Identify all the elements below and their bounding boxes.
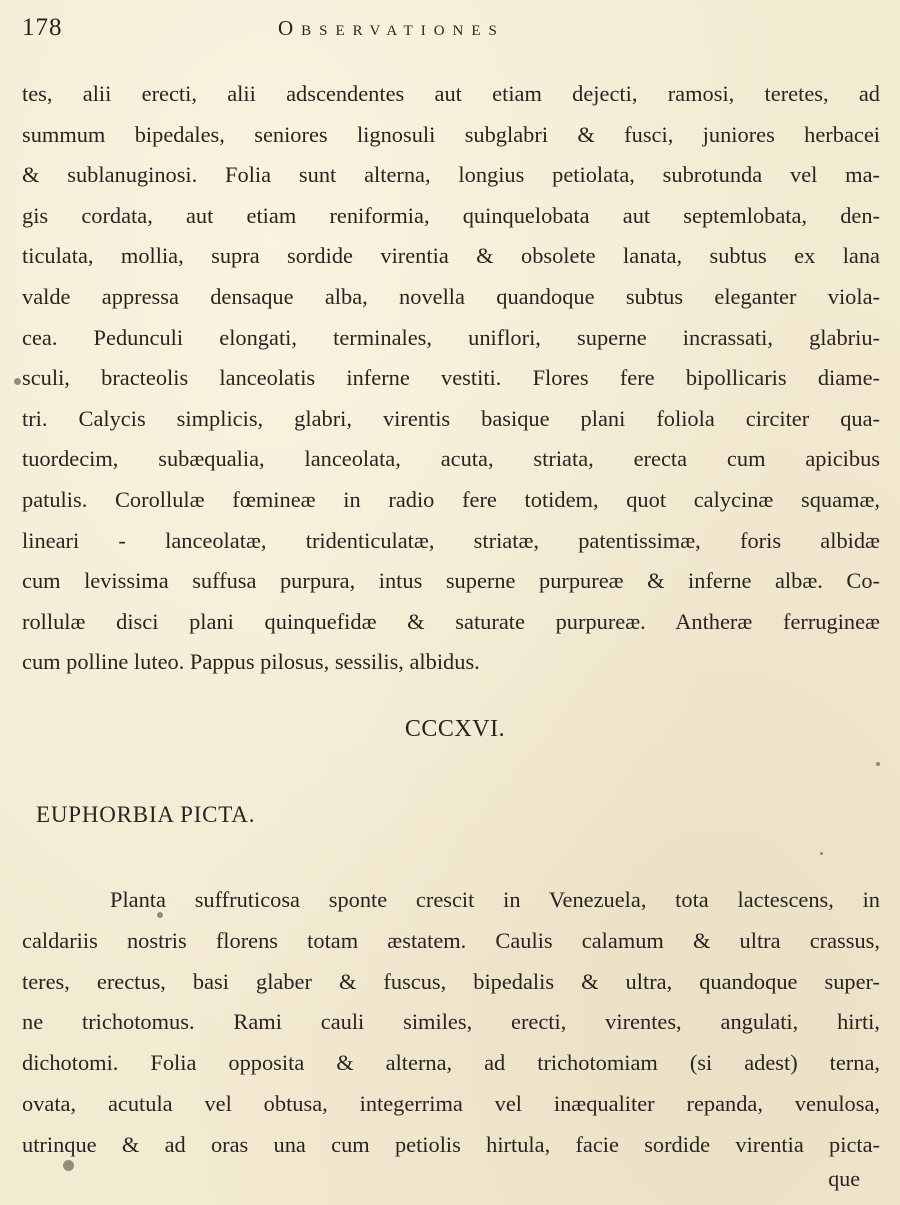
ink-speck: [820, 852, 823, 855]
text-line: & sublanuginosi. Folia sunt alterna, longius petiolata, subrotunda vel ma-: [22, 162, 880, 188]
text-line: cum polline luteo. Pappus pilosus, sessilis, albidus.: [22, 649, 480, 675]
running-head: Observationes: [278, 16, 505, 40]
text-line: valde appressa densaque alba, novella quandoque subtus eleganter viola-: [22, 283, 880, 309]
catchword: que: [828, 1166, 860, 1191]
text-line: utrinque & ad oras una cum petiolis hirtula, facie sordide virentia picta-: [22, 1131, 880, 1157]
page-header: [22, 14, 878, 48]
text-line: Planta suffruticosa sponte crescit in Venezuela, tota lactescens, in: [110, 887, 880, 912]
text-line: dichotomi. Folia opposita & alterna, ad trichotomiam (si adest) terna,: [22, 1050, 880, 1076]
text-line: patulis. Corollulæ fœmineæ in radio fere totidem, quot calycinæ squamæ,: [22, 486, 880, 512]
text-line: caldariis nostris florens totam æstatem. Caulis calamum & ultra crassus,: [22, 927, 880, 953]
ink-speck: [14, 378, 21, 385]
text-line: cea. Pedunculi elongati, terminales, uniflori, superne incrassati, glabriu-: [22, 324, 880, 350]
text-line: tes, alii erecti, alii adscendentes aut etiam dejecti, ramosi, teretes, ad: [22, 81, 880, 106]
text-line: cum levissima suffusa purpura, intus superne purpureæ & inferne albæ. Co-: [22, 568, 880, 594]
page-number: 178: [22, 14, 63, 41]
section-number: CCCXVI.: [404, 716, 506, 742]
ink-speck: [63, 1160, 74, 1171]
paragraph-continued-description: [22, 74, 880, 683]
text-line: teres, erectus, basi glaber & fuscus, bipedalis & ultra, quandoque super-: [22, 968, 880, 994]
text-line: gis cordata, aut etiam reniformia, quinquelobata aut septemlobata, den-: [22, 202, 880, 228]
ink-speck: [157, 912, 163, 918]
ink-speck: [876, 762, 880, 766]
text-line: summum bipedales, seniores lignosuli subglabri & fusci, juniores herbacei: [22, 121, 880, 147]
paragraph-species-description: [22, 880, 880, 1166]
text-line: ticulata, mollia, supra sordide virentia & obsolete lanata, subtus ex lana: [22, 243, 880, 269]
text-line: ovata, acutula vel obtusa, integerrima vel inæqualiter repanda, venulosa,: [22, 1090, 880, 1116]
text-line: tuordecim, subæqualia, lanceolata, acuta, striata, erecta cum apicibus: [22, 446, 880, 472]
text-line: sculi, bracteolis lanceolatis inferne vestiti. Flores fere bipollicaris diame-: [22, 365, 880, 391]
text-line: lineari - lanceolatæ, tridenticulatæ, striatæ, patentissimæ, foris albidæ: [22, 527, 880, 553]
text-line: ne trichotomus. Rami cauli similes, erecti, virentes, angulati, hirti,: [22, 1009, 880, 1035]
text-line: rollulæ disci plani quinquefidæ & saturate purpureæ. Antheræ ferrugineæ: [22, 608, 880, 634]
text-line: tri. Calycis simplicis, glabri, virentis basique plani foliola circiter qua-: [22, 405, 880, 431]
species-title: EUPHORBIA PICTA.: [36, 802, 256, 827]
